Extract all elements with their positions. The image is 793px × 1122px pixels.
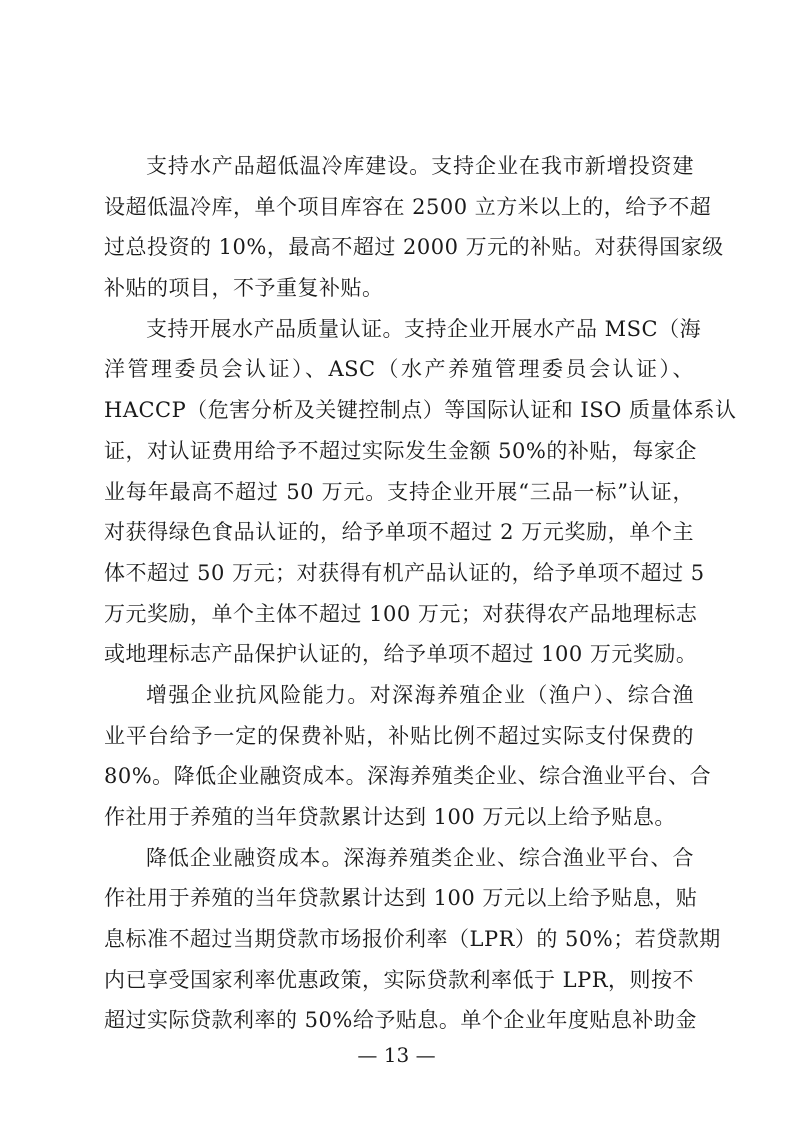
text-line: 支持开展水产品质量认证。支持企业开展水产品 MSC（海 (146, 316, 702, 341)
paragraph-cold-storage (104, 146, 724, 309)
text-line: 体不超过 50 万元；对获得有机产品认证的，给予单项不超过 5 (104, 560, 705, 585)
page-number: — 13 — (357, 1043, 436, 1067)
text-line: 内已享受国家利率优惠政策，实际贷款利率低于 LPR，则按不 (104, 967, 695, 992)
text-line: 作社用于养殖的当年贷款累计达到 100 万元以上给予贴息。 (104, 805, 676, 829)
paragraph-financing-cost (104, 838, 721, 1041)
text-line: 80%。降低企业融资成本。深海养殖类企业、综合渔业平台、合 (104, 764, 712, 789)
paragraph-risk-resistance (104, 675, 712, 838)
text-line: 息标准不超过当期贷款市场报价利率（LPR）的 50%；若贷款期 (104, 927, 721, 952)
text-line: 业每年最高不超过 50 万元。支持企业开展“三品一标”认证， (104, 479, 694, 504)
text-line: 补贴的项目，不予重复补贴。 (104, 276, 384, 301)
text-line: 降低企业融资成本。深海养殖类企业、综合渔业平台、合 (146, 845, 694, 870)
document-body (104, 146, 737, 1041)
paragraph-quality-certification (104, 309, 737, 675)
text-line: 或地理标志产品保护认证的，给予单项不超过 100 万元奖励。 (104, 642, 698, 667)
text-line: 过总投资的 10%，最高不超过 2000 万元的补贴。对获得国家级 (104, 235, 724, 260)
text-line: 支持水产品超低温冷库建设。支持企业在我市新增投资建 (146, 154, 694, 178)
text-line: 洋管理委员会认证）、ASC（水产养殖管理委员会认证）、 (104, 357, 694, 382)
text-line: 增强企业抗风险能力。对深海养殖企业（渔户）、综合渔 (146, 682, 694, 707)
text-line: 业平台给予一定的保费补贴，补贴比例不超过实际支付保费的 (104, 723, 694, 748)
text-line: 设超低温冷库，单个项目库容在 2500 立方米以上的，给予不超 (104, 194, 712, 219)
text-line: 作社用于养殖的当年贷款累计达到 100 万元以上给予贴息，贴 (104, 886, 698, 911)
text-line: 证，对认证费用给予不超过实际发生金额 50%的补贴，每家企 (104, 438, 697, 463)
text-line: 万元奖励，单个主体不超过 100 万元；对获得农产品地理标志 (104, 601, 698, 626)
text-line: HACCP（危害分析及关键控制点）等国际认证和 ISO 质量体系认 (104, 398, 737, 423)
text-line: 超过实际贷款利率的 50%给予贴息。单个企业年度贴息补助金 (104, 1008, 697, 1033)
text-line: 对获得绿色食品认证的，给予单项不超过 2 万元奖励，单个主 (104, 520, 694, 545)
